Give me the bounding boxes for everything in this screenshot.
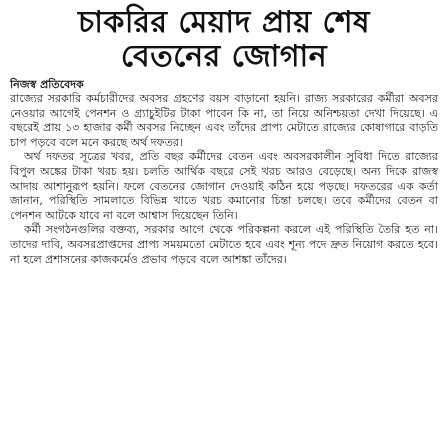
article-body [10,92,438,267]
paragraph-3: কর্মী সংগঠনগুলির বক্তব্য, সরকার আগে থেকে পরিকল্পনা করলে এই পরিস্থিতি তৈরি হত না। তাদের দাবি, অবসরপ্রাপ্তদের প্রাপ্য সময়মতো মেটাতে হবে এবং শূন্য পদে দ্রুত নিয়োগ করতে হবে। না হলে প্রশাসনের কাজকর্মেও প্রভাব পড়বে বলে আশঙ্কা তাঁদের। [10,223,438,266]
byline: নিজস্ব প্রতিবেদক [10,78,84,91]
headline [10,6,438,74]
headline-line-1: চাকরির মেয়াদ প্রায় শেষ [78,5,370,40]
headline-line-2: বেতনের জোগান [120,39,328,74]
paragraph-1: রাজ্যের সরকারি কর্মচারীদের অবসর গ্রহণের বয়স বাড়ানো হয়নি। রাজ্য সরকারের কর্মীরা অবসর নেওয়ার আগেই পেনশন ও গ্র্যাচুইটির টাকা পাবেন কি না, তা নিয়ে অনিশ্চয়তা দেখা দিয়েছে। এ বছরেই প্রায় ১৩ হাজার কর্মী অবসর নিচ্ছেন এবং তাঁদের প্রাপ্য মেটাতে রাজ্যের কোষাগারে বাড়তি চাপ পড়বে বলে মনে করছে অর্থ দফতর। [10,92,438,149]
paragraph-2: অর্থ দফতর সূত্রের খবর, প্রতি বছর কর্মীদের বেতন এবং অবসরকালীন সুবিধা দিতে রাজ্যের বিপুল অঙ্কের টাকা খরচ হয়। চলতি আর্থিক বছরে সেই খরচ আরও বেড়েছে। অন্য দিকে রাজস্ব আদায় আশানুরূপ হয়নি। ফলে বেতনের জোগান দেওয়াই কঠিন হয়ে পড়ছে। দফতরের এক কর্তা জানান, পরিস্থিতি সামলাতে বিভিন্ন খাতে খরচ কমানোর চিন্তা চলছে। তবে কর্মীদের বেতন বা পেনশন আটকে যাবে না বলে আশ্বাস দিয়েছেন তিনি। [10,150,438,222]
